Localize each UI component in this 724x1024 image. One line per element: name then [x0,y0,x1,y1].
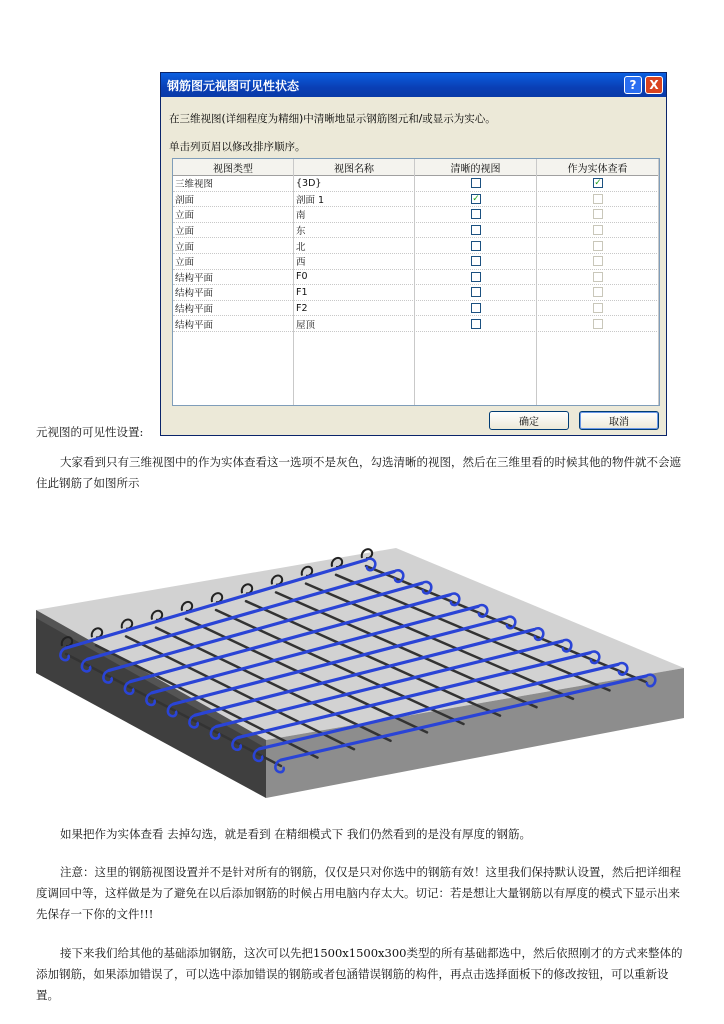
dialog-description: 在三维视图(详细程度为精细)中清晰地显示钢筋图元和/或显示为实心。 [169,113,496,125]
view-name-cell: 屋顶 [296,319,316,331]
table-row[interactable] [173,301,659,317]
figure-caption: 元视图的可见性设置: [36,425,144,439]
view-as-solid-cell [537,270,659,285]
cancel-button[interactable]: 取消 [579,411,659,430]
clear-view-cell [415,223,537,238]
table-header [173,159,659,176]
view-as-solid-cell [537,254,659,269]
table-row[interactable] [173,316,659,332]
view-name-cell: F2 [296,302,308,314]
view-type-cell: 立面 [175,257,195,269]
view-as-solid-cell [537,285,659,300]
view-as-solid-checkbox [593,272,603,282]
rebar-visibility-dialog [160,72,667,436]
clear-view-checkbox[interactable] [471,256,481,266]
table-row[interactable] [173,176,659,192]
view-as-solid-checkbox [593,303,603,313]
view-as-solid-cell [537,238,659,253]
table-row[interactable] [173,285,659,301]
header-view-as-solid[interactable]: 作为实体查看 [537,159,659,175]
view-as-solid-checkbox [593,241,603,251]
view-type-cell: 立面 [175,226,195,238]
view-as-solid-checkbox [593,319,603,329]
view-type-cell: 三维视图 [175,179,214,191]
table-row[interactable] [173,192,659,208]
view-type-cell: 结构平面 [175,288,214,300]
view-as-solid-cell [537,301,659,316]
clear-view-checkbox[interactable]: ✓ [472,193,480,204]
view-name-cell: F0 [296,271,308,283]
view-as-solid-checkbox [593,225,603,235]
close-icon[interactable]: X [645,76,663,94]
view-type-cell: 立面 [175,210,195,222]
clear-view-cell [415,254,537,269]
header-view-name[interactable]: 视图名称 [294,159,415,175]
table-row[interactable] [173,207,659,223]
paragraph-1: 大家看到只有三维视图中的作为实体查看这一选项不是灰色，勾选清晰的视图，然后在三维里看的时候其他的物件就不会遮住此钢筋了如图所示 [36,455,681,490]
table-row[interactable] [173,223,659,239]
clear-view-checkbox[interactable] [471,287,481,297]
header-view-type[interactable]: 视图类型 [173,159,294,175]
view-as-solid-checkbox [593,209,603,219]
view-name-cell: F1 [296,286,308,298]
paragraph-2: 如果把作为实体查看 去掉勾选，就是看到 在精细模式下 我们仍然看到的是没有厚度的钢筋。 [60,827,531,841]
view-as-solid-cell [537,176,659,191]
clear-view-checkbox[interactable] [471,225,481,235]
clear-view-cell [415,238,537,253]
view-as-solid-cell [537,192,659,207]
clear-view-cell [415,270,537,285]
view-as-solid-checkbox [593,287,603,297]
view-as-solid-cell [537,207,659,222]
table-body [173,176,659,332]
clear-view-checkbox[interactable] [471,303,481,313]
clear-view-checkbox[interactable] [471,272,481,282]
clear-view-cell [415,316,537,331]
clear-view-checkbox[interactable] [471,241,481,251]
table-row[interactable] [173,254,659,270]
help-icon[interactable]: ? [624,76,642,94]
view-name-cell: 北 [296,241,306,253]
view-as-solid-checkbox [593,256,603,266]
clear-view-cell [415,285,537,300]
clear-view-cell [415,192,537,207]
view-type-cell: 结构平面 [175,304,214,316]
view-name-cell: 西 [296,257,306,269]
view-as-solid-cell [537,316,659,331]
rebar-slab-illustration [36,548,684,800]
view-name-cell: {3D} [296,177,322,189]
paragraph-4: 接下来我们给其他的基础添加钢筋，这次可以先把1500x1500x300类型的所有基础都选中，然后依照刚才的方式来整体的添加钢筋，如果添加错误了，可以选中添加错误的钢筋或者包涵错误钢筋的构件，再点击选择面板下的修改按钮，可以重新设置。 [36,946,683,1002]
clear-view-checkbox[interactable] [471,319,481,329]
clear-view-cell [415,207,537,222]
view-as-solid-cell [537,223,659,238]
view-type-cell: 剖面 [175,194,195,206]
ok-button[interactable]: 确定 [489,411,569,430]
view-name-cell: 剖面 1 [296,194,325,206]
clear-view-cell [415,301,537,316]
view-as-solid-checkbox[interactable]: ✓ [594,178,602,189]
table-row[interactable] [173,270,659,286]
clear-view-checkbox[interactable] [471,209,481,219]
view-as-solid-checkbox [593,194,603,204]
dialog-title: 钢筋图元视图可见性状态 [167,78,300,93]
view-type-cell: 结构平面 [175,272,214,284]
view-table [172,158,660,406]
header-clear-view[interactable]: 清晰的视图 [415,159,537,175]
paragraph-3: 注意：这里的钢筋视图设置并不是针对所有的钢筋，仅仅是只对你选中的钢筋有效！这里我们保持默认设置，然后把详细程度调回中等，这样做是为了避免在以后添加钢筋的时候占用电脑内存太大。切记：若是想让大量钢筋以有厚度的模式下显示出来先保存一下你的文件!!! [36,865,681,921]
view-name-cell: 东 [296,226,306,238]
view-name-cell: 南 [296,210,306,222]
dialog-titlebar [161,73,666,97]
table-row[interactable] [173,238,659,254]
view-type-cell: 立面 [175,241,195,253]
view-type-cell: 结构平面 [175,319,214,331]
clear-view-cell [415,176,537,191]
clear-view-checkbox[interactable] [471,178,481,188]
sort-hint: 单击列页眉以修改排序顺序。 [169,141,306,153]
